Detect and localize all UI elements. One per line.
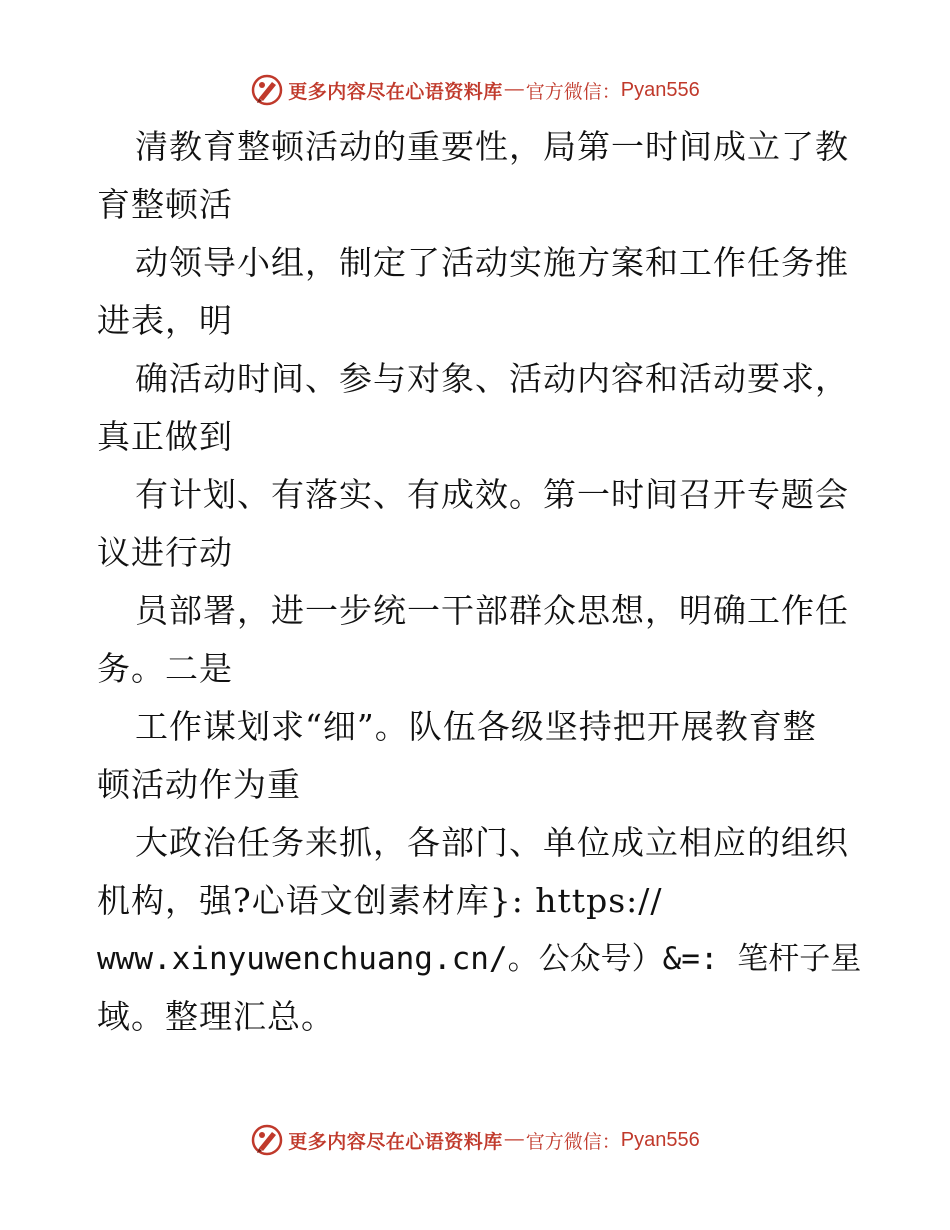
body-line: 域。整理汇总。 <box>97 997 335 1036</box>
body-line: 动领导小组，制定了活动实施方案和工作任务推 <box>135 243 849 282</box>
body-line: 清教育整顿活动的重要性，局第一时间成立了教 <box>135 127 849 166</box>
footer-wechat-id: Pyan556 <box>620 1128 700 1151</box>
header-banner-text: 更多内容尽在心语资料库 <box>288 80 503 103</box>
footer-banner-text: 更多内容尽在心语资料库 <box>288 1130 503 1153</box>
body-line: 务。二是 <box>97 649 233 688</box>
body-line: 进表，明 <box>97 301 233 340</box>
body-line: 育整顿活 <box>97 185 233 224</box>
body-line: www.xinyuwenchuang.cn/。公众号）&=: 笔杆子星 <box>97 941 862 977</box>
body-line: 机构，强?心语文创素材库}: https:// <box>97 881 663 920</box>
header-wechat-id: Pyan556 <box>620 78 700 101</box>
footer-wechat-label: 官方微信： <box>525 1130 621 1153</box>
body-line: 员部署，进一步统一干部群众思想，明确工作任 <box>135 591 849 630</box>
pen-logo-icon <box>250 73 284 107</box>
body-line: 确活动时间、参与对象、活动内容和活动要求， <box>135 359 849 398</box>
footer-banner-dash: — <box>504 1129 524 1150</box>
body-line: 真正做到 <box>97 417 233 456</box>
footer-banner <box>0 1120 950 1160</box>
body-line: 顿活动作为重 <box>97 765 301 804</box>
pen-logo-icon <box>250 1123 284 1157</box>
header-wechat-label: 官方微信： <box>525 80 621 103</box>
body-line: 工作谋划求“细”。队伍各级坚持把开展教育整 <box>135 707 817 746</box>
body-line: 有计划、有落实、有成效。第一时间召开专题会 <box>135 475 849 514</box>
document-body <box>97 118 862 1046</box>
header-banner-dash: — <box>504 79 524 100</box>
body-line: 大政治任务来抓，各部门、单位成立相应的组织 <box>135 823 849 862</box>
header-banner <box>0 70 950 110</box>
body-line: 议进行动 <box>97 533 233 572</box>
